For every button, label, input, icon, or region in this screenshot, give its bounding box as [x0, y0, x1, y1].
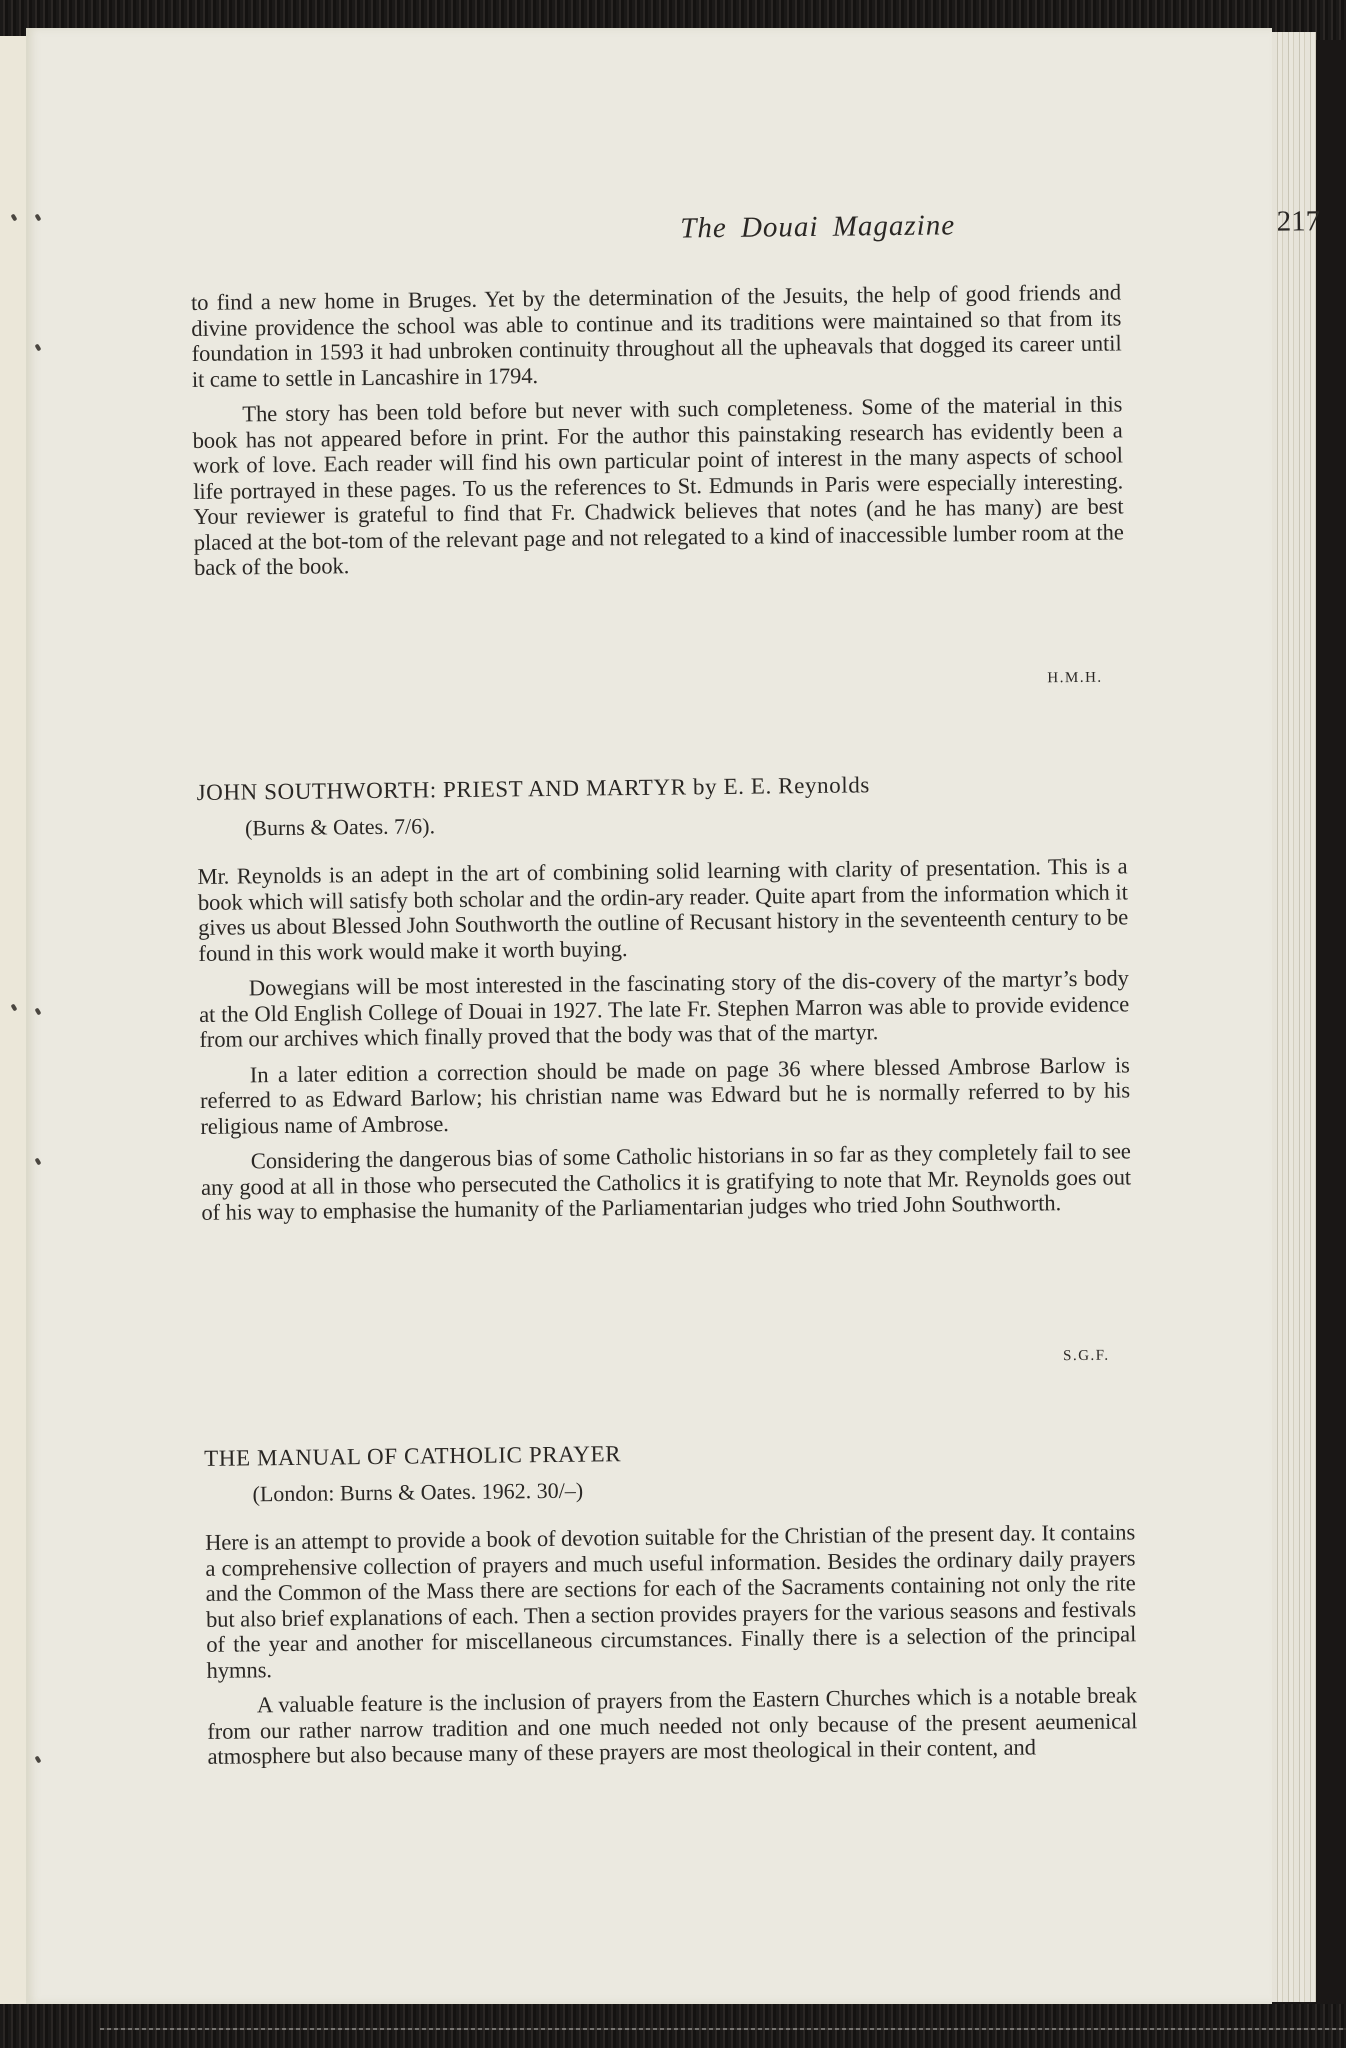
- margin-mark: [35, 1755, 42, 1763]
- review-2-signature: S.G.F.: [1062, 1347, 1110, 1365]
- margin-mark: [35, 213, 42, 221]
- review-3-publisher: (London: Burns & Oates. 1962. 30/–): [252, 1477, 584, 1507]
- review-1-signature: H.M.H.: [1047, 669, 1103, 687]
- review-3-paragraph: A valuable feature is the inclusion of prayers from the Eastern Churches which is a notable break from our rather narrow tradition and one much needed not only because of the present aeumenical atmosphere but also because many of these prayers are most theological in their content, and: [207, 1682, 1138, 1769]
- journal-title: The Douai Magazine: [680, 209, 956, 245]
- review-2-paragraph: Mr. Reynolds is an adept in the art of combining solid learning with clarity of presentation. This is a book which will satisfy both scholar and the ordin-ary reader. Quite apart from the information which it gives us about Blessed John Southworth the outline of Recusant history in the seventeenth century to be found in this work would make it worth buying.: [197, 853, 1129, 966]
- review-2-publisher: (Burns & Oates. 7/6).: [244, 813, 436, 841]
- margin-mark: [35, 1007, 42, 1015]
- review-2-paragraph: In a later edition a correction should be made on page 36 where blessed Ambrose Barlow is referred to as Edward Barlow; his christian name was Edward but he is normally referred to by his religious name of Ambrose.: [199, 1051, 1131, 1139]
- review-2-paragraph: Considering the dangerous bias of some Catholic historians in so far as they completely fail to see any good at all in those who persecuted the Catholics it is gratifying to note that Mr. Reynolds goes out of his way to emphasise the humanity of the Parliamentarian judges who tried John Southworth.: [200, 1138, 1132, 1225]
- margin-mark: [35, 343, 42, 351]
- review-1-paragraph: The story has been told before but never with such completeness. Some of the material in this book has not appeared before in print. For the author this painstaking research has evidently been a work of love. Each reader will find his own particular point of interest in the many aspects of school life portrayed in these pages. To us the references to St. Edmunds in Paris were especially interesting. Your reviewer is grateful to find that Fr. Chadwick believes that notes (and he has many) are best placed at the bot-tom of the relevant page and not relegated to a kind of inaccessible lumber room at the back of the book.: [192, 391, 1124, 580]
- page-stack-edge: [1272, 32, 1316, 2002]
- facing-page-edge: [0, 36, 27, 2006]
- book-cover-bottom: [0, 2004, 1346, 2048]
- running-head: [680, 205, 1320, 252]
- margin-mark: [35, 1157, 42, 1165]
- review-3: [205, 1519, 1138, 1769]
- review-2-paragraph: Dowegians will be most interested in the fascinating story of the dis-covery of the martyr’s body at the Old English College of Douai in 1927. The late Fr. Stephen Marron was able to provide evidence from our archives which finally proved that the body was that of the martyr.: [198, 965, 1130, 1052]
- review-2: [197, 853, 1131, 1225]
- review-2-title: JOHN SOUTHWORTH: PRIEST AND MARTYR by E. E. Reynolds: [196, 772, 871, 805]
- review-3-paragraph: Here is an attempt to provide a book of devotion suitable for the Christian of the present day. It contains a comprehensive collection of prayers and much useful information. Besides the ordinary daily prayers and the Common of the Mass there are sections for each of the Sacraments containing not only the rite but also brief explanations of each. Then a section provides prayers for the various seasons and festivals of the year and another for miscellaneous circumstances. Finally there is a selection of the principal hymns.: [204, 1519, 1137, 1683]
- review-1: [191, 279, 1124, 580]
- review-3-title: THE MANUAL OF CATHOLIC PRAYER: [204, 1441, 622, 1471]
- page-number: 217: [1276, 205, 1321, 238]
- review-1-paragraph: to find a new home in Bruges. Yet by the determination of the Jesuits, the help of good friends and divine providence the school was able to continue and its traditions were maintained so that from its foundation in 1593 it had unbroken continuity throughout all the upheavals that dogged its career until it came to settle in Lancashire in 1794.: [190, 279, 1122, 392]
